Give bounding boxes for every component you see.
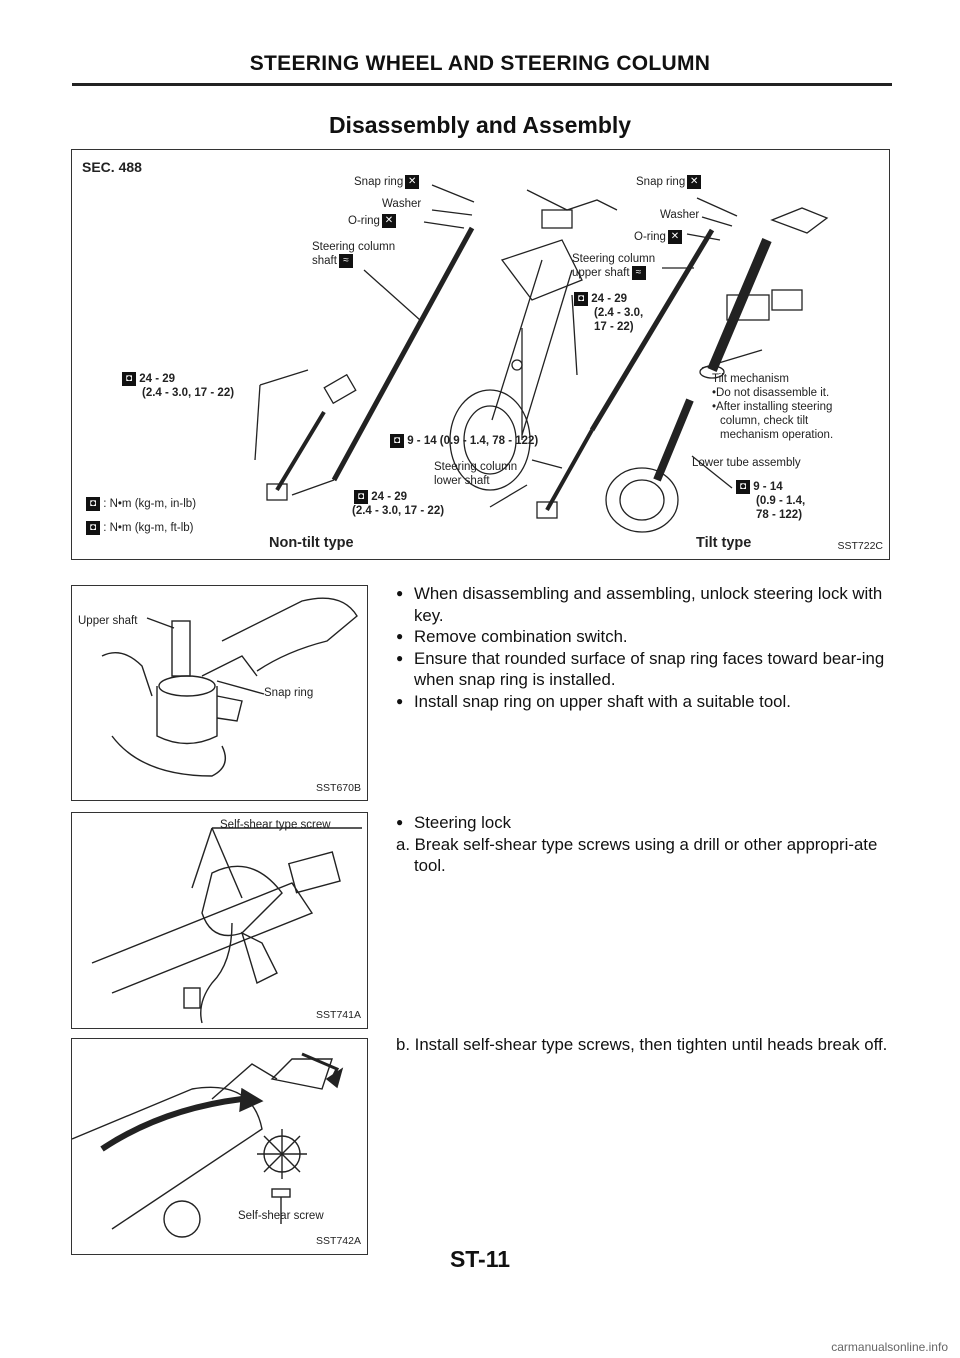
torque-spec-left-upper: ◘ 24 - 29 (2.4 - 3.0, 17 - 22)	[120, 372, 234, 400]
main-exploded-diagram	[71, 149, 890, 560]
label-steering-column-shaft: Steering column shaft ≈	[312, 241, 396, 268]
label-washer-left: Washer	[382, 198, 422, 210]
list-item: ● Steering lock	[396, 813, 512, 832]
label-lower-shaft: Steering column lower shaft	[434, 461, 518, 487]
caption-tilt: Tilt type	[696, 535, 752, 551]
figure-code: SST742A	[316, 1235, 361, 1247]
torque-spec-middle: ◘ 9 - 14 (0.9 - 1.4, 78 - 122)	[388, 434, 538, 448]
legend-in-lb: ◘ : N•m (kg-m, in-lb)	[84, 497, 196, 511]
torque-wrench-icon: ◘	[86, 521, 100, 535]
figure-self-shear-screw-remove	[71, 812, 368, 1029]
label-snap-ring-fig2: Snap ring	[264, 687, 314, 699]
replace-part-icon: ✕	[668, 230, 682, 244]
torque-wrench-icon: ◘	[122, 372, 136, 386]
header-rule	[72, 83, 892, 86]
list-item: ● Remove combination switch.	[396, 627, 628, 646]
instructions-block-2	[396, 812, 896, 877]
grease-icon: ≈	[339, 254, 353, 268]
torque-wrench-icon: ◘	[736, 480, 750, 494]
replace-part-icon: ✕	[687, 175, 701, 189]
list-item: ● Ensure that rounded surface of snap ring faces toward bear-ing when snap ring is installed.	[396, 648, 885, 689]
torque-spec-left-lower: ◘ 24 - 29 (2.4 - 3.0, 17 - 22)	[352, 491, 445, 518]
grease-icon: ≈	[632, 266, 646, 280]
replace-part-icon: ✕	[382, 214, 396, 228]
torque-wrench-icon: ◘	[390, 434, 404, 448]
label-upper-shaft: Steering column upper shaft ≈	[572, 253, 656, 280]
list-item: ● When disassembling and assembling, unlock steering lock with key.	[396, 584, 883, 625]
figure-code: SST741A	[316, 1009, 361, 1021]
step-b: b. Install self-shear type screws, then tighten until heads break off.	[396, 1035, 888, 1054]
step-a: a. Break self-shear type screws using a drill or other appropri-ate tool.	[396, 834, 878, 875]
page-number: ST-11	[449, 1246, 511, 1272]
section-header: STEERING WHEEL AND STEERING COLUMN	[249, 52, 711, 75]
label-upper-shaft-fig2: Upper shaft	[78, 615, 138, 627]
torque-wrench-icon: ◘	[354, 490, 368, 504]
label-lower-tube: Lower tube assembly	[692, 457, 801, 469]
list-item: ● Install snap ring on upper shaft with a suitable tool.	[396, 691, 791, 711]
watermark: carmanualsonline.info	[831, 1340, 948, 1354]
figure-snap-ring-install	[71, 585, 368, 801]
label-washer-right: Washer	[660, 209, 700, 221]
label-self-shear-type-screw: Self-shear type screw	[220, 819, 331, 831]
page-title: Disassembly and Assembly	[328, 112, 632, 138]
instructions-block-1	[396, 583, 896, 712]
caption-non-tilt: Non-tilt type	[269, 535, 354, 551]
figure-artwork	[72, 813, 367, 1028]
label-snap-ring-right: Snap ring ✕	[636, 175, 701, 189]
label-self-shear-screw: Self-shear screw	[238, 1210, 324, 1222]
figure-code: SST670B	[316, 782, 361, 794]
replace-part-icon: ✕	[405, 175, 419, 189]
instructions-block-3	[396, 1034, 896, 1056]
label-snap-ring-left: Snap ring ✕	[354, 175, 419, 189]
figure-self-shear-screw-install	[71, 1038, 368, 1255]
torque-spec-right-upper: ◘ 24 - 29 (2.4 - 3.0, 17 - 22)	[572, 292, 643, 334]
label-oring-left: O-ring ✕	[348, 214, 396, 228]
figure-code: SST722C	[837, 540, 883, 552]
sec-number: SEC. 488	[82, 159, 142, 175]
torque-wrench-icon: ◘	[86, 497, 100, 511]
label-tilt-mechanism: Tilt mechanism •Do not disassemble it. •After installing steering column, check tilt mechanism operation.	[712, 373, 834, 441]
torque-wrench-icon: ◘	[574, 292, 588, 306]
label-oring-right: O-ring ✕	[634, 230, 682, 244]
torque-spec-right-lower: ◘ 9 - 14 (0.9 - 1.4, 78 - 122)	[734, 480, 805, 522]
legend-ft-lb: ◘ : N•m (kg-m, ft-lb)	[84, 521, 193, 535]
